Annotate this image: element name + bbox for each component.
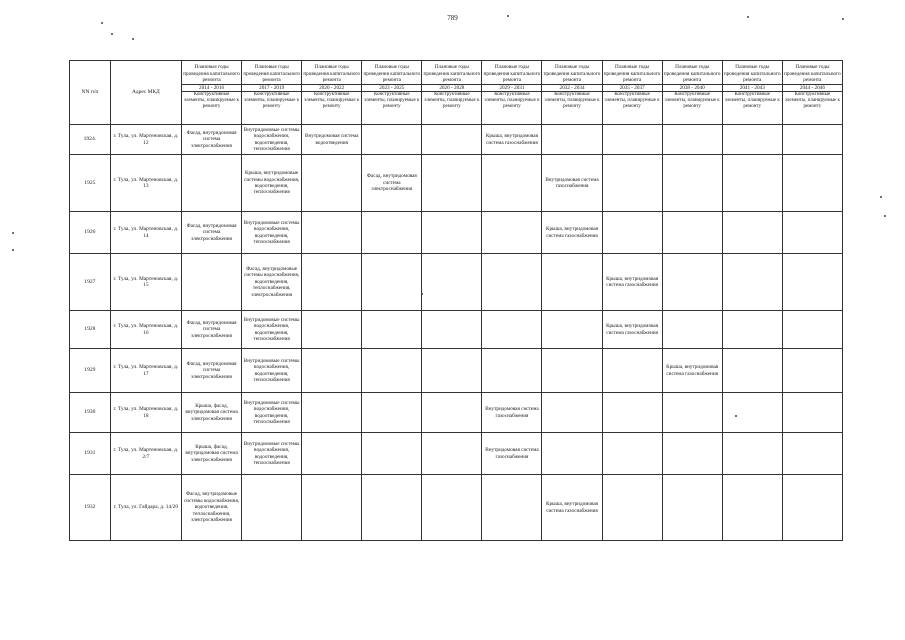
work-cell — [542, 393, 602, 433]
header-elements-label: Конструктивные элементы, планируемые к ремонту — [662, 92, 722, 125]
header-period-11 — [782, 61, 842, 92]
work-cell — [782, 212, 842, 254]
work-cell: Крыша, фасад, внутридомовая система электроснабжения — [182, 433, 242, 475]
work-cell — [422, 155, 482, 212]
work-cell — [362, 433, 422, 475]
header-period-years: 2032 - 2034 — [542, 84, 601, 91]
work-cell: Крыша, внутридомовая система газоснабжения — [602, 254, 662, 311]
scan-speck — [842, 18, 844, 20]
work-cell — [482, 155, 542, 212]
header-period-years: 2035 - 2037 — [603, 84, 662, 91]
row-address: г. Тула, ул. Мартеновская, д. 14 — [110, 212, 181, 254]
work-cell — [422, 125, 482, 155]
work-cell — [482, 212, 542, 254]
row-number: 1931 — [70, 433, 111, 475]
work-cell — [422, 433, 482, 475]
page-number: 789 — [447, 14, 458, 22]
work-cell: Внутридомовые системы водоснабжения, водоотведения, теплоснабжения — [242, 349, 302, 393]
work-cell — [602, 125, 662, 155]
work-cell: Фасад, внутридомовая система электроснабжения — [182, 125, 242, 155]
work-cell — [362, 254, 422, 311]
work-cell — [662, 254, 722, 311]
work-cell: Фасад, внутридомовая система электроснабжения — [182, 349, 242, 393]
header-period-years: 2023 - 2025 — [362, 84, 421, 91]
work-cell — [782, 125, 842, 155]
work-cell — [602, 212, 662, 254]
header-period-years: 2041 - 2043 — [723, 84, 782, 91]
work-cell: Внутридомовые системы водоснабжения, водоотведения, теплоснабжения — [242, 125, 302, 155]
work-cell — [722, 349, 782, 393]
row-address: г. Тула, ул. Мартеновская, д. 17 — [110, 349, 181, 393]
header-period-6 — [482, 61, 542, 92]
table-row — [70, 254, 843, 311]
work-cell: Внутридомовая система газоснабжения — [482, 393, 542, 433]
header-nn: NN п/п — [70, 61, 111, 125]
row-address: г. Тула, ул. Мартеновская, д. 2/7 — [110, 433, 181, 475]
work-cell — [782, 475, 842, 541]
work-cell — [302, 433, 362, 475]
work-cell — [542, 254, 602, 311]
scan-speck — [747, 16, 749, 18]
work-cell: Крыша, внутридомовая система газоснабжения — [542, 475, 602, 541]
header-period-4 — [362, 61, 422, 92]
work-cell — [422, 212, 482, 254]
work-cell — [602, 349, 662, 393]
work-cell — [782, 311, 842, 349]
header-period-1 — [182, 61, 242, 92]
scan-speck — [12, 232, 14, 234]
work-cell — [362, 125, 422, 155]
header-period-10 — [722, 61, 782, 92]
header-planned-label: Плановые годы проведения капитального ремонта — [303, 64, 361, 84]
work-cell — [782, 254, 842, 311]
work-cell: Крыша, внутридомовая система газоснабжения — [482, 125, 542, 155]
work-cell — [422, 349, 482, 393]
work-cell — [242, 475, 302, 541]
scan-speck — [101, 22, 103, 24]
header-planned-label: Плановые годы проведения капитального ремонта — [483, 64, 541, 84]
header-elements-label: Конструктивные элементы, планируемые к ремонту — [422, 92, 482, 125]
work-cell — [422, 254, 482, 311]
header-elements-label: Конструктивные элементы, планируемые к ремонту — [242, 92, 302, 125]
header-elements-label: Конструктивные элементы, планируемые к ремонту — [182, 92, 242, 125]
work-cell: Внутридомовая система газоснабжения — [482, 433, 542, 475]
work-cell — [722, 311, 782, 349]
work-cell — [422, 311, 482, 349]
work-cell — [542, 349, 602, 393]
header-planned-label: Плановые годы проведения капитального ремонта — [423, 64, 481, 84]
scan-speck — [884, 215, 886, 217]
work-cell — [362, 349, 422, 393]
header-period-2 — [242, 61, 302, 92]
work-cell — [782, 393, 842, 433]
work-cell — [362, 475, 422, 541]
work-cell — [482, 254, 542, 311]
header-period-9 — [662, 61, 722, 92]
work-cell: Фасад, внутридомовые системы водоснабжения, водоотведения, теплоснабжения, электроснабжения — [182, 475, 242, 541]
work-cell: Фасад, внутридомовая система электроснабжения — [182, 311, 242, 349]
work-cell — [722, 212, 782, 254]
work-cell — [722, 254, 782, 311]
work-cell: Внутридомовые системы водоснабжения, водоотведения, теплоснабжения — [242, 393, 302, 433]
work-cell — [542, 125, 602, 155]
work-cell — [722, 475, 782, 541]
work-cell: Крыша, внутридомовая система газоснабжения — [662, 349, 722, 393]
table-row — [70, 212, 843, 254]
work-cell — [302, 155, 362, 212]
row-number: 1932 — [70, 475, 111, 541]
scan-speck — [132, 38, 134, 40]
header-period-years: 2044 - 2046 — [783, 84, 842, 91]
work-cell — [302, 393, 362, 433]
row-number: 1929 — [70, 349, 111, 393]
header-period-8 — [602, 61, 662, 92]
table-row — [70, 433, 843, 475]
work-cell: Крыша, внутридомовые системы водоснабжения, водоотведения, теплоснабжения — [242, 155, 302, 212]
header-elements-label: Конструктивные элементы, планируемые к ремонту — [302, 92, 362, 125]
work-cell — [722, 393, 782, 433]
work-cell — [602, 475, 662, 541]
work-cell — [362, 393, 422, 433]
work-cell — [662, 212, 722, 254]
work-cell: Фасад, внутридомовая система электроснабжения — [362, 155, 422, 212]
row-number: 1924. — [70, 125, 111, 155]
header-period-years: 2038 - 2040 — [663, 84, 722, 91]
work-cell: Внутридомовые системы водоснабжения, водоотведения, теплоснабжения — [242, 433, 302, 475]
work-cell — [782, 155, 842, 212]
work-cell: Фасад, внутридомовая система электроснабжения — [182, 212, 242, 254]
scan-speck — [111, 33, 113, 35]
header-period-years: 2026 - 2028 — [422, 84, 481, 91]
work-cell — [182, 254, 242, 311]
row-address: г. Тула, ул. Гайдара, д. 14/20 — [110, 475, 181, 541]
table-row — [70, 311, 843, 349]
row-address: г. Тула, ул. Мартеновская, д. 16 — [110, 311, 181, 349]
work-cell: Фасад, внутридомовые системы водоснабжения, водоотведения, теплоснабжения, электроснабжения — [242, 254, 302, 311]
header-planned-label: Плановые годы проведения капитального ремонта — [183, 64, 240, 84]
work-cell — [422, 475, 482, 541]
table-row — [70, 349, 843, 393]
header-planned-label: Плановые годы проведения капитального ремонта — [723, 64, 781, 84]
row-address: г. Тула, ул. Мартеновская, д. 15 — [110, 254, 181, 311]
work-cell — [662, 433, 722, 475]
work-cell — [542, 433, 602, 475]
header-period-years: 2014 - 2016 — [182, 84, 241, 91]
work-cell — [302, 254, 362, 311]
row-number: 1928 — [70, 311, 111, 349]
work-cell — [302, 475, 362, 541]
work-cell — [602, 393, 662, 433]
work-cell — [602, 155, 662, 212]
header-elements-label: Конструктивные элементы, планируемые к ремонту — [362, 92, 422, 125]
table-row — [70, 155, 843, 212]
work-cell — [662, 125, 722, 155]
work-cell: Внутридомовая система газоснабжения — [542, 155, 602, 212]
work-cell — [362, 212, 422, 254]
work-cell: Внутридомовая система водоотведения — [302, 125, 362, 155]
header-elements-label: Конструктивные элементы, планируемые к ремонту — [482, 92, 542, 125]
table-row — [70, 125, 843, 155]
header-period-years: 2017 - 2019 — [242, 84, 301, 91]
work-cell — [722, 155, 782, 212]
header-period-years: 2029 - 2031 — [482, 84, 541, 91]
header-planned-label: Плановые годы проведения капитального ремонта — [543, 64, 601, 84]
header-planned-label: Плановые годы проведения капитального ремонта — [603, 64, 661, 84]
work-cell — [302, 212, 362, 254]
table-row — [70, 393, 843, 433]
header-planned-label: Плановые годы проведения капитального ремонта — [363, 64, 421, 84]
work-cell — [662, 311, 722, 349]
work-cell — [722, 433, 782, 475]
work-cell — [482, 349, 542, 393]
work-cell — [302, 349, 362, 393]
work-cell — [182, 155, 242, 212]
work-cell — [542, 311, 602, 349]
work-cell: Крыша, фасад, внутридомовая система электроснабжения — [182, 393, 242, 433]
row-address: г. Тула, ул. Мартеновская, д. 12 — [110, 125, 181, 155]
work-cell — [662, 393, 722, 433]
scan-speck — [12, 249, 14, 251]
work-cell — [782, 349, 842, 393]
header-planned-label: Плановые годы проведения капитального ремонта — [663, 64, 721, 84]
work-cell — [602, 433, 662, 475]
row-address: г. Тула, ул. Мартеновская, д. 13 — [110, 155, 181, 212]
header-period-years: 2020 - 2022 — [302, 84, 361, 91]
work-cell — [722, 125, 782, 155]
header-period-5 — [422, 61, 482, 92]
work-cell — [482, 311, 542, 349]
header-planned-label: Плановые годы проведения капитального ремонта — [784, 64, 841, 84]
row-address: г. Тула, ул. Мартеновская, д. 18 — [110, 393, 181, 433]
scan-speck — [507, 15, 509, 17]
work-cell: Внутридомовые системы водоснабжения, водоотведения, теплоснабжения — [242, 212, 302, 254]
header-elements-label: Конструктивные элементы, планируемые к ремонту — [722, 92, 782, 125]
row-number: 1925 — [70, 155, 111, 212]
work-cell — [302, 311, 362, 349]
header-period-7 — [542, 61, 602, 92]
work-cell — [782, 433, 842, 475]
work-cell — [662, 475, 722, 541]
header-planned-label: Плановые годы проведения капитального ремонта — [243, 64, 300, 84]
work-cell — [422, 393, 482, 433]
row-number: 1927 — [70, 254, 111, 311]
work-cell: Крыша, внутридомовая система газоснабжения — [602, 311, 662, 349]
work-cell: Крыша, внутридомовая система газоснабжения — [542, 212, 602, 254]
header-address: Адрес МКД — [110, 61, 181, 125]
table-row — [70, 475, 843, 541]
work-cell — [362, 311, 422, 349]
row-number: 1926 — [70, 212, 111, 254]
work-cell — [482, 475, 542, 541]
header-period-3 — [302, 61, 362, 92]
header-elements-label: Конструктивные элементы, планируемые к ремонту — [782, 92, 842, 125]
header-elements-label: Конструктивные элементы, планируемые к ремонту — [542, 92, 602, 125]
header-elements-label: Конструктивные элементы, планируемые к ремонту — [602, 92, 662, 125]
work-cell: Внутридомовые системы водоснабжения, водоотведения, теплоснабжения — [242, 311, 302, 349]
capital-repair-table — [69, 60, 843, 541]
work-cell — [662, 155, 722, 212]
row-number: 1930 — [70, 393, 111, 433]
scan-speck — [880, 196, 882, 198]
